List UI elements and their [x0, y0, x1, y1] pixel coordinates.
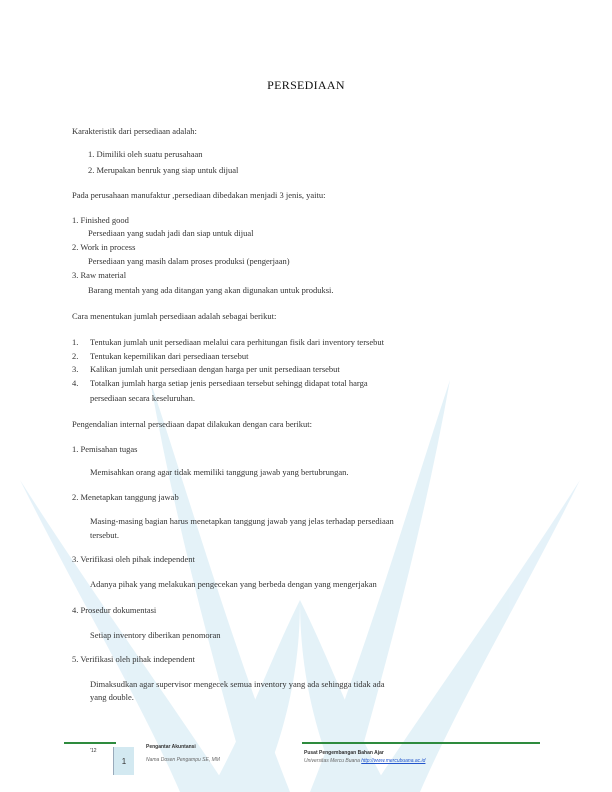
- footer-link[interactable]: http://www.mercubuana.ac.id: [361, 758, 426, 764]
- step-text: Tentukan jumlah unit persediaan melalui cara perhitungan fisik dari inventory tersebut: [90, 337, 384, 347]
- control-label: 1. Pemisahan tugas: [72, 444, 138, 454]
- type-desc: Barang mentah yang ada ditangan yang akan digunakan untuk produksi.: [88, 285, 334, 295]
- control-label: 5. Verifikasi oleh pihak independent: [72, 654, 195, 664]
- steps-intro: Cara menentukan jumlah persediaan adalah sebagai berikut:: [72, 311, 277, 321]
- type-label: 1. Finished good: [72, 215, 129, 225]
- types-intro: Pada perusahaan manufaktur ,persediaan dibedakan menjadi 3 jenis, yaitu:: [72, 190, 326, 200]
- footer-rule-right: [302, 742, 540, 744]
- step-number: 4.: [72, 378, 79, 388]
- page-title: PERSEDIAAN: [267, 78, 345, 92]
- control-desc: Setiap inventory diberikan penomoran: [90, 630, 221, 640]
- step-text: Tentukan kepemilikan dari persediaan tersebut: [90, 351, 249, 361]
- footer-rule-left: [64, 742, 116, 744]
- intro-text: Karakteristik dari persediaan adalah:: [72, 126, 197, 136]
- control-label: 2. Menetapkan tanggung jawab: [72, 492, 179, 502]
- page-number: 1: [113, 747, 134, 775]
- type-label: 3. Raw material: [72, 270, 127, 280]
- control-desc: yang double.: [90, 692, 134, 702]
- step-number: 2.: [72, 351, 79, 361]
- step-continuation: persediaan secara keseluruhan.: [90, 393, 196, 403]
- footer-side-mark: '12: [90, 748, 97, 754]
- characteristic-item: 1. Dimiliki oleh suatu perusahaan: [88, 149, 203, 159]
- step-text: Totalkan jumlah harga setiap jenis persediaan tersebut sehingg didapat total harga: [90, 378, 368, 388]
- type-desc: Persediaan yang sudah jadi dan siap untuk dijual: [88, 228, 254, 238]
- footer-author: Nama Dosen Pengampu SE, MM: [146, 757, 220, 763]
- control-desc: Dimaksudkan agar supervisor mengecek semua inventory yang ada sehingga tidak ada: [90, 679, 385, 689]
- control-desc: tersebut.: [90, 530, 120, 540]
- control-intro: Pengendalian internal persediaan dapat dilakukan dengan cara berikut:: [72, 419, 313, 429]
- characteristic-item: 2. Merupakan benruk yang siap untuk dijual: [88, 165, 239, 175]
- control-desc: Masing-masing bagian harus menetapkan tanggung jawab yang jelas terhadap persediaan: [90, 516, 394, 526]
- footer-course: Pengantar Akuntansi: [146, 744, 196, 750]
- step-number: 3.: [72, 364, 79, 374]
- control-desc: Adanya pihak yang melakukan pengecekan yang berbeda dengan yang mengerjakan: [90, 579, 377, 589]
- control-label: 4. Prosedur dokumentasi: [72, 605, 157, 615]
- control-desc: Memisahkan orang agar tidak memiliki tanggung jawab yang bertubrungan.: [90, 467, 349, 477]
- footer-university: Universitas Mercu Buana: [304, 758, 360, 764]
- control-label: 3. Verifikasi oleh pihak independent: [72, 554, 195, 564]
- footer-center: Pusat Pengembangan Bahan Ajar: [304, 750, 384, 756]
- type-label: 2. Work in process: [72, 242, 136, 252]
- type-desc: Persediaan yang masih dalam proses produksi (pengerjaan): [88, 256, 290, 266]
- step-text: Kalikan jumlah unit persediaan dengan harga per unit persediaan tersebut: [90, 364, 340, 374]
- step-number: 1.: [72, 337, 79, 347]
